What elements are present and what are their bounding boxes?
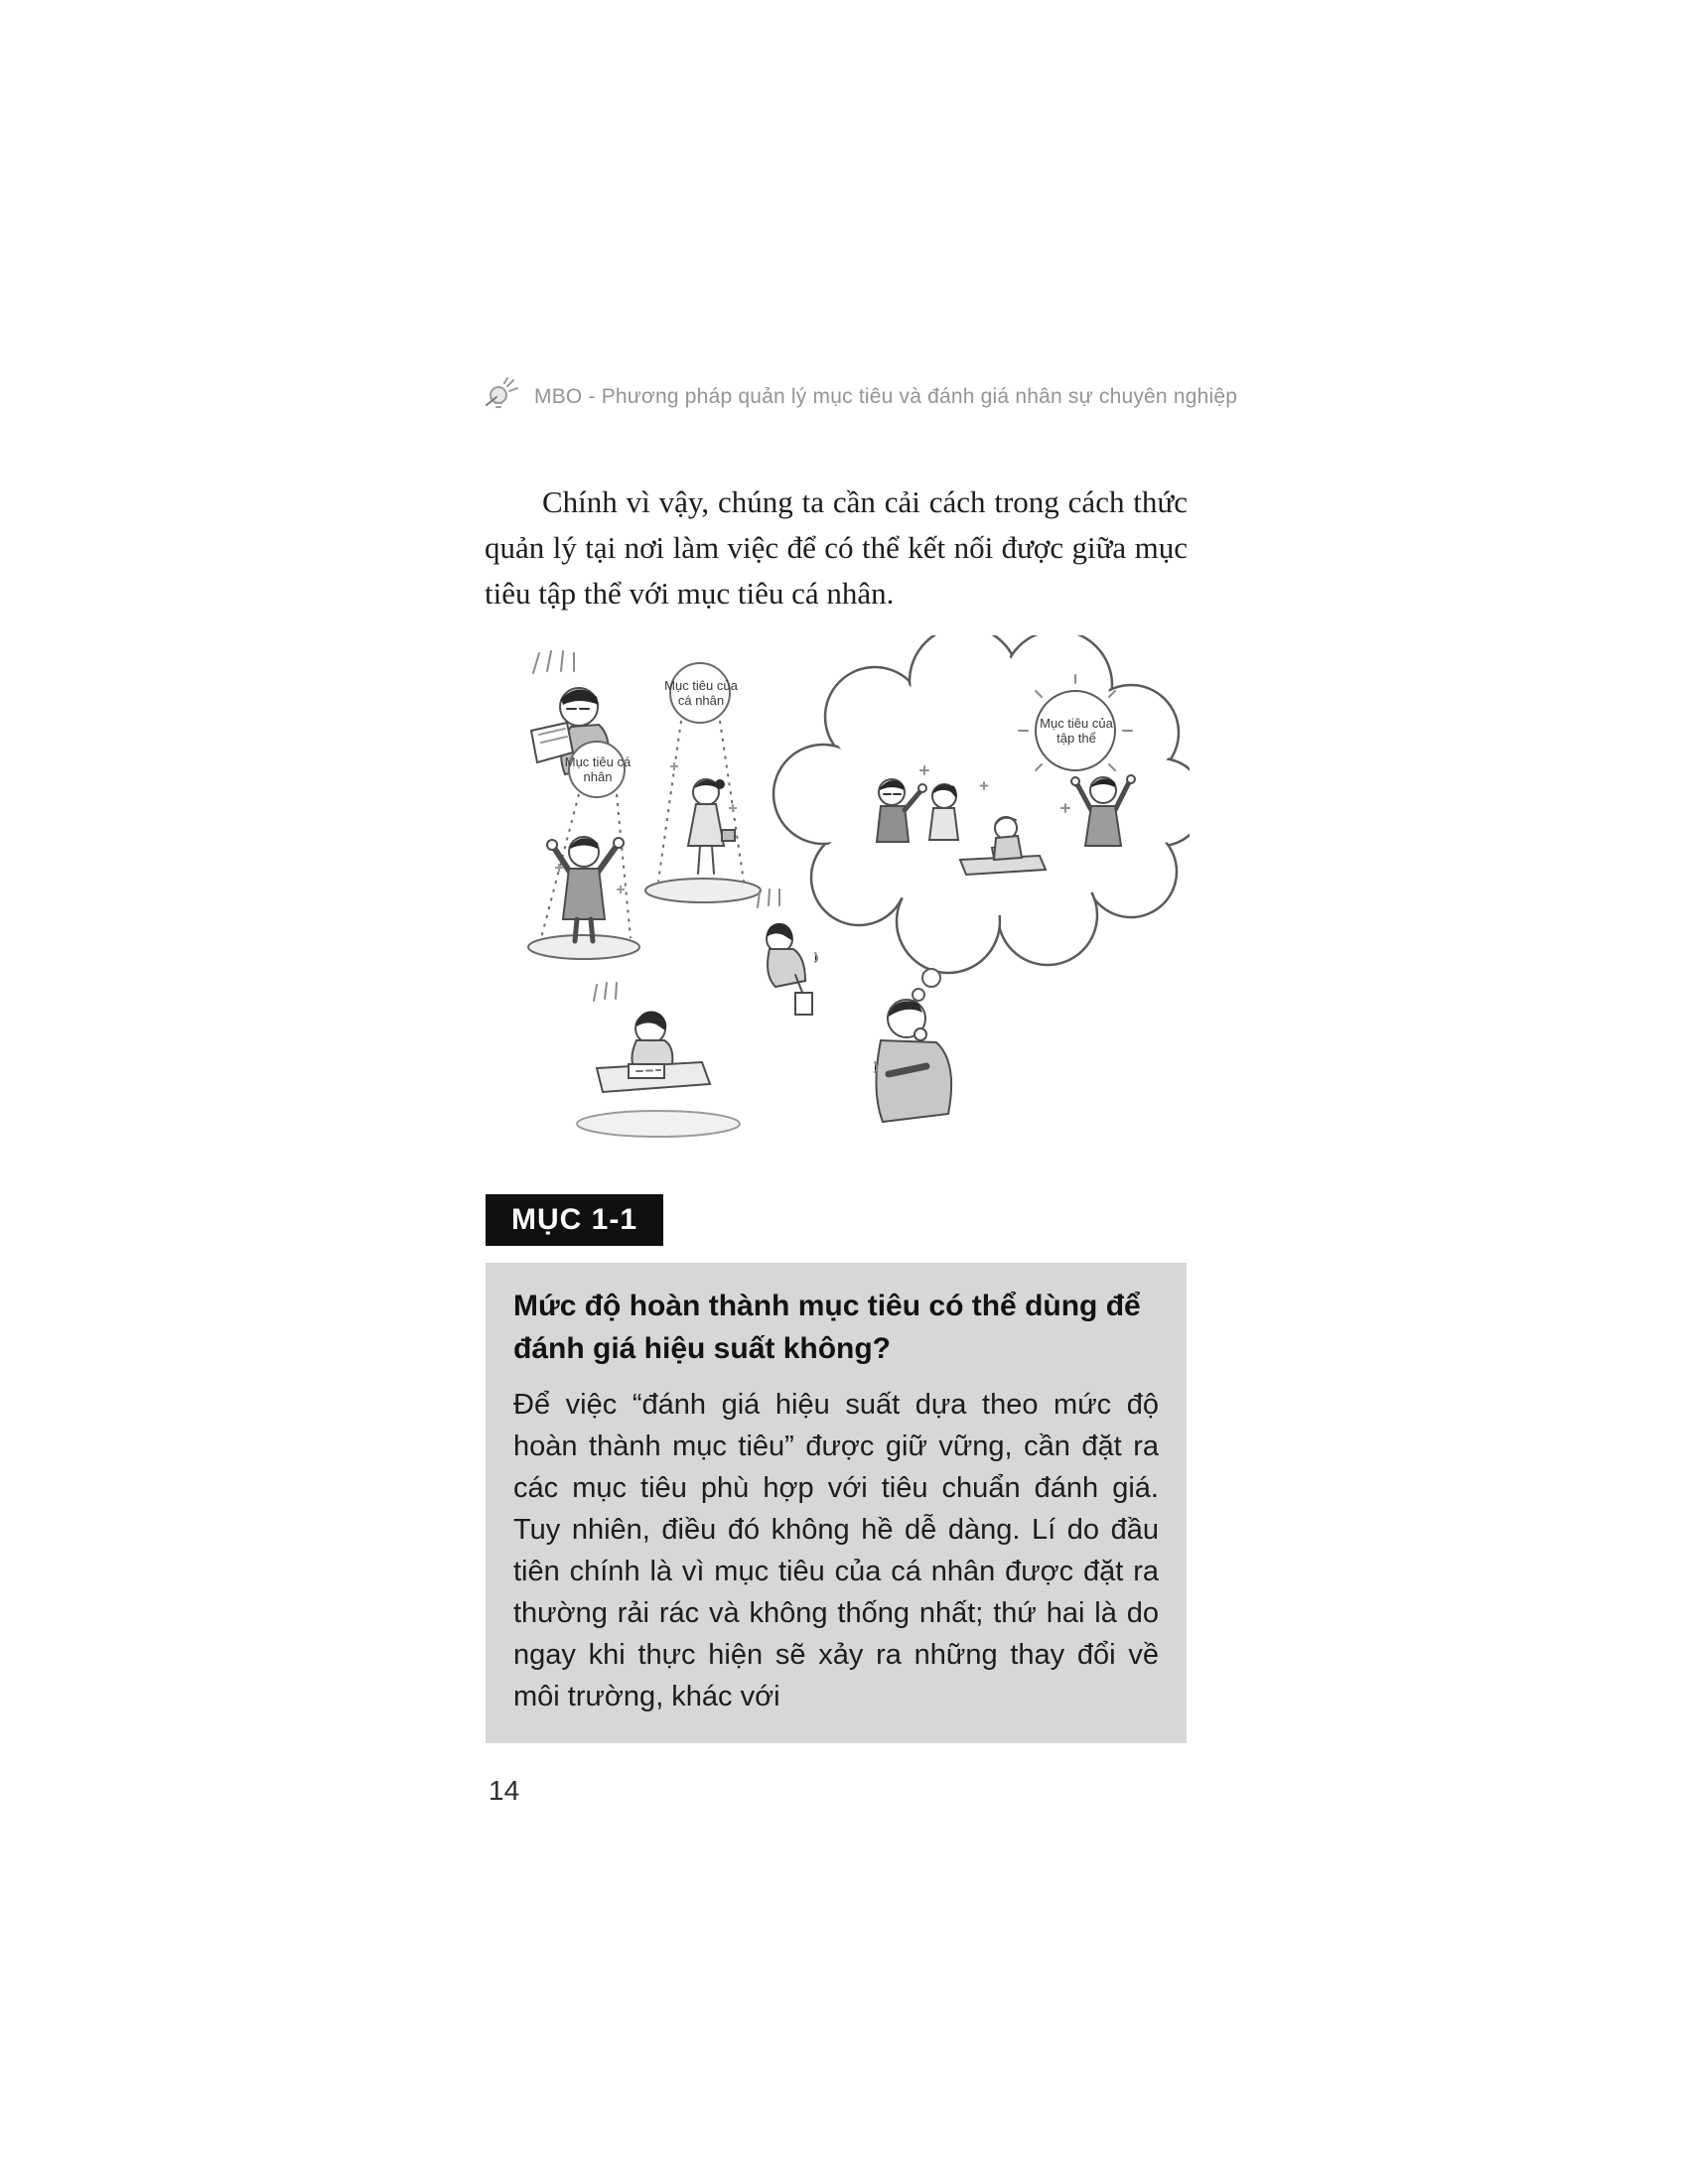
bubble-group-goal-label: Mục tiêu của tập thể — [1040, 716, 1113, 746]
bubble-personal-goal-2-label: Mục tiêu cá nhân — [564, 754, 632, 784]
person-slumped — [758, 889, 817, 1015]
section-box — [486, 1263, 1187, 1743]
running-header-title: MBO - Phương pháp quản lý mục tiêu và đánh giá nhân sự chuyên nghiệp — [534, 385, 1238, 408]
person-writing-desk — [577, 983, 740, 1137]
person-thinking — [875, 1000, 951, 1122]
person-cheering — [547, 837, 624, 941]
illustration-cartoon — [480, 635, 1190, 1171]
page-header — [481, 377, 1237, 417]
person-woman-bag — [688, 779, 735, 874]
page-number: 14 — [489, 1775, 520, 1806]
bubble-personal-goal-1-label: Mục tiêu của cá nhân — [664, 678, 738, 708]
section-heading: Mức độ hoàn thành mục tiêu có thể dùng để đánh giá hiệu suất không? — [513, 1290, 1141, 1365]
lightbulb-sketch-icon — [481, 377, 520, 417]
section-body: Để việc “đánh giá hiệu suất dựa theo mức độ hoàn thành mục tiêu” được giữ vững, cần đặt ra các mục tiêu phù hợp với tiêu chuẩn đánh giá. Tuy nhiên, điều đó không hề dễ dàng. Lí do đầu tiên chính là vì mục tiêu của cá nhân được đặt ra thường rải rác và không thống nhất; thứ hai là do ngay khi thực hiện sẽ xảy ra những thay đổi về môi trường, khác với — [513, 1389, 1159, 1712]
intro-paragraph: Chính vì vậy, chúng ta cần cải cách trong cách thức quản lý tại nơi làm việc để có thể kết nối được giữa mục tiêu tập thể với mục tiêu cá nhân. — [485, 484, 1188, 611]
section-label: MỤC 1-1 — [486, 1194, 663, 1246]
